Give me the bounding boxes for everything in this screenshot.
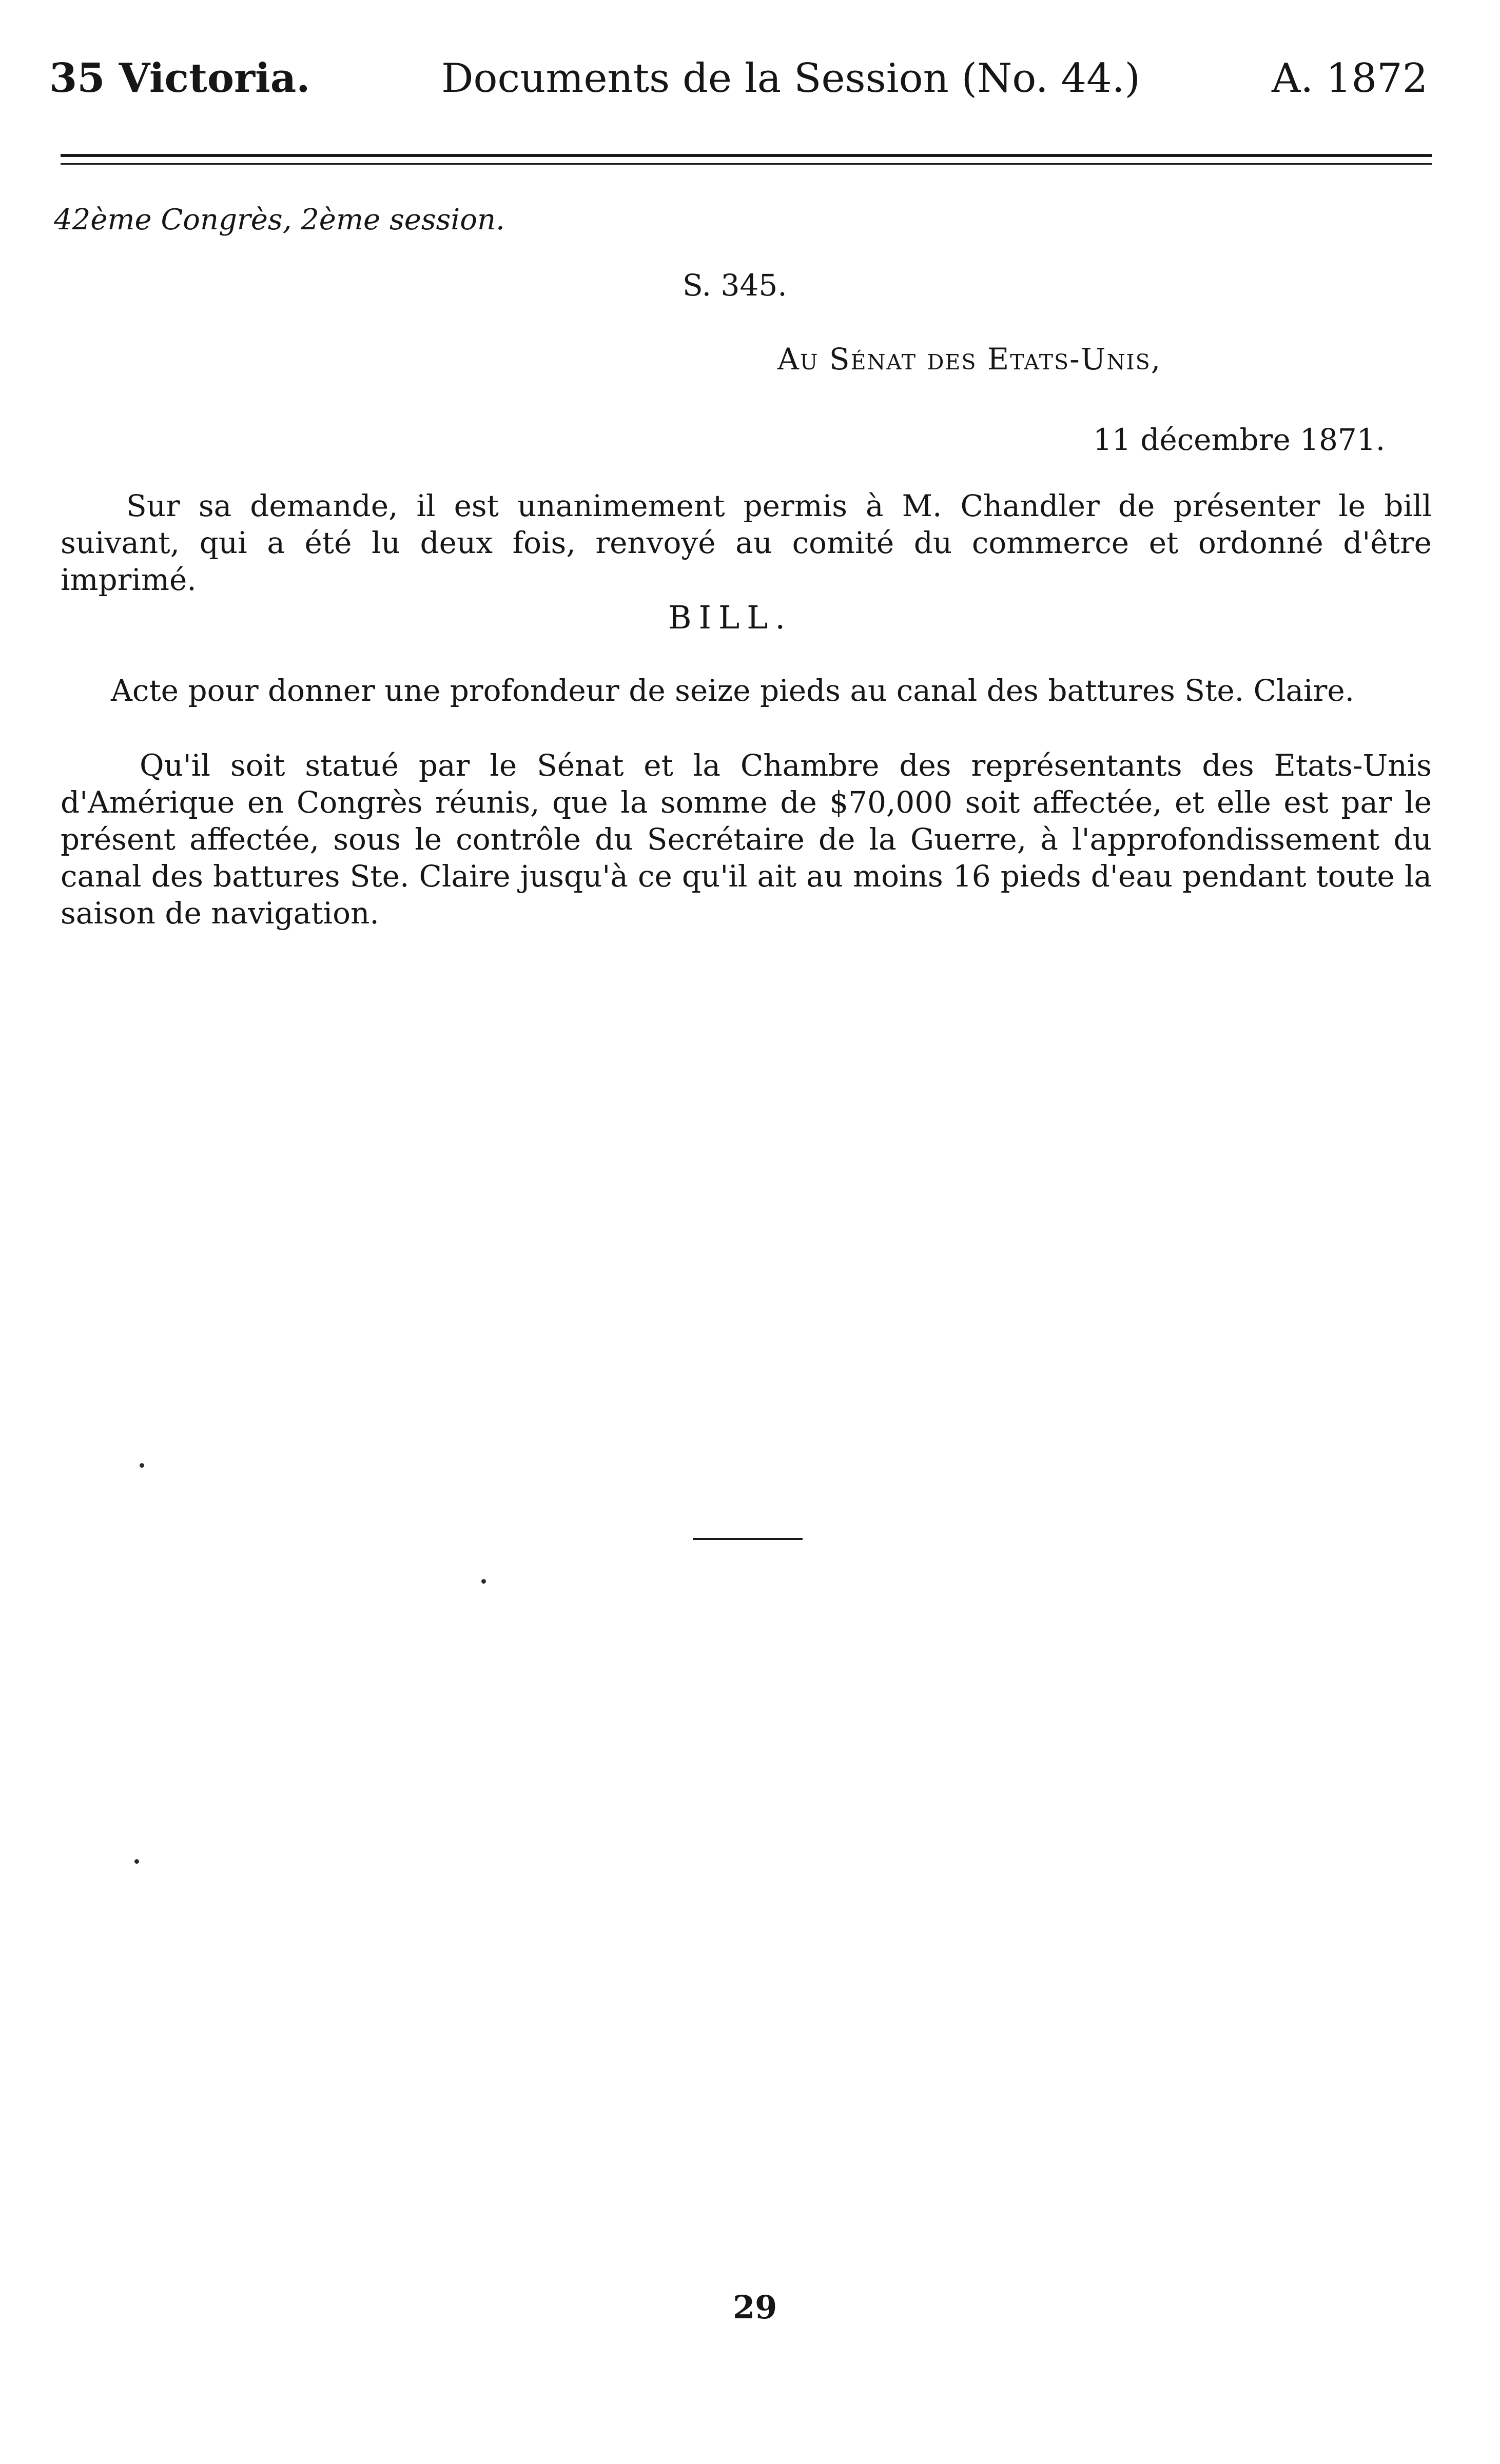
closing-rule: [693, 1538, 803, 1540]
header-title: Documents de la Session (No. 44.): [441, 55, 1140, 102]
act-title: Acte pour donner une profondeur de seize pieds au canal des battures Ste. Claire.: [111, 673, 1355, 708]
print-speck: [140, 1463, 144, 1468]
header-rule-thin: [61, 163, 1432, 165]
date-line: 11 décembre 1871.: [1093, 422, 1386, 457]
header-series: 35 Victoria.: [49, 55, 310, 102]
enactment-paragraph: Qu'il soit statué par le Sénat et la Chambre des représentants des Etats-Unis d'Amérique en Congrès réunis, que la somme de $70,000 soit affectée, et elle est par le présent affectée, sous le contrôle du Secrétaire de la Guerre, à l'approfondissement du canal des battures Ste. Claire jusqu'à ce qu'il ait au moins 16 pieds d'eau pendant toute la saison de navigation.: [61, 748, 1432, 931]
addressee: Au Sénat des Etats-Unis,: [777, 342, 1162, 377]
page-number: 29: [733, 2289, 777, 2326]
print-speck: [134, 1859, 139, 1864]
print-speck: [481, 1579, 486, 1584]
bill-number: S. 345.: [683, 268, 787, 303]
intro-paragraph: Sur sa demande, il est unanimement permis à M. Chandler de présenter le bill suivant, qui a été lu deux fois, renvoyé au comité du commerce et ordonné d'être imprimé.: [61, 488, 1432, 597]
congress-session: 42ème Congrès, 2ème session.: [54, 203, 505, 236]
bill-heading: BILL.: [668, 599, 793, 636]
header-year: A. 1872: [1272, 55, 1428, 102]
header-rule-thick: [61, 154, 1432, 157]
